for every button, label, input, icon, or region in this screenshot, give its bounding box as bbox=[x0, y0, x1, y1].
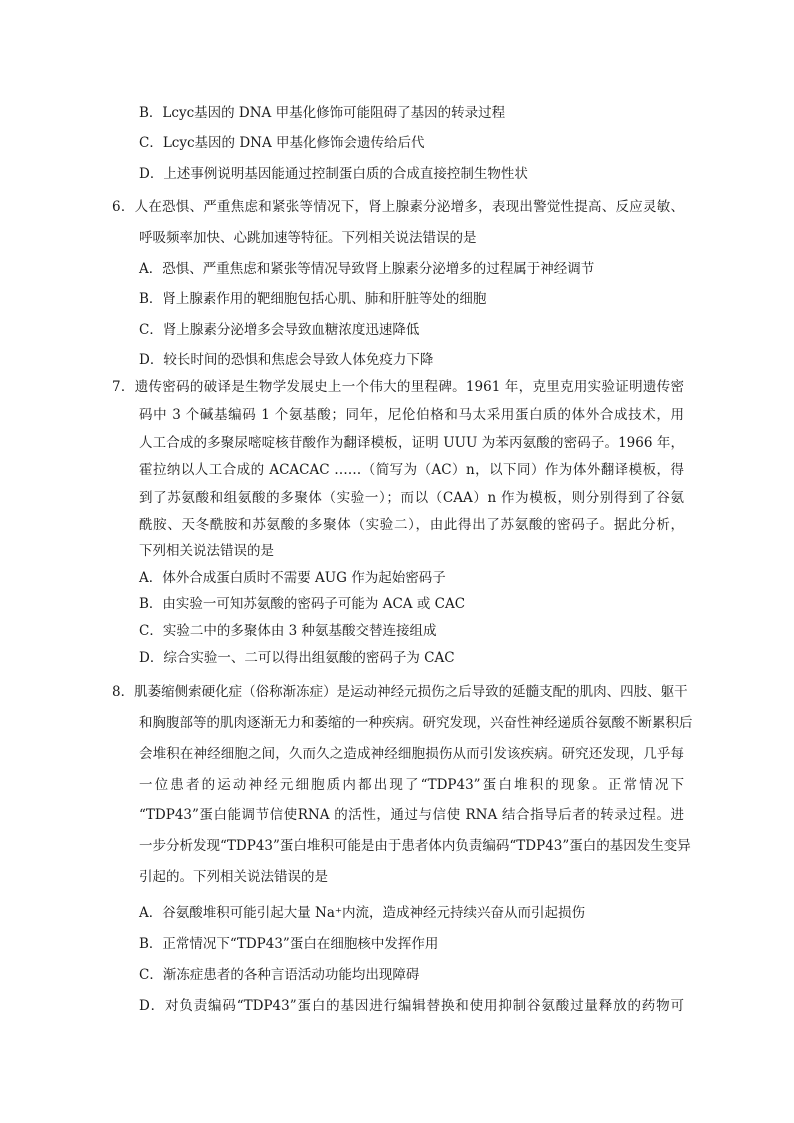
q7-stem-line-4: 霍拉纳以人工合成的 ACACAC ……（简写为（AC）n，以下同）作为体外翻译模板，得 bbox=[139, 462, 684, 478]
q7-stem-line-1: 7．遗传密码的破译是生物学发展史上一个伟大的里程碑。1961 年，克里克用实验证明遗传密 bbox=[112, 379, 684, 395]
q7-option-c: C．实验二中的多聚体由 3 种氨基酸交替连接组成 bbox=[139, 623, 437, 639]
q6-option-c: C．肾上腺素分泌增多会导致血糖浓度迅速降低 bbox=[139, 322, 420, 338]
q8-stem-line-1: 8．肌萎缩侧索硬化症（俗称渐冻症）是运动神经元损伤之后导致的延髓支配的肌肉、四肢、躯干 bbox=[112, 684, 688, 700]
q5-option-c: C．Lcyc基因的 DNA 甲基化修饰会遗传给后代 bbox=[139, 135, 425, 151]
q7-stem-line-2: 码中 3 个碱基编码 1 个氨基酸；同年，尼伦伯格和马太采用蛋白质的体外合成技术，用 bbox=[139, 407, 684, 423]
q8-option-c: C．渐冻症患者的各种言语活动功能均出现障碍 bbox=[139, 967, 420, 983]
q7-stem-line-3: 人工合成的多聚尿嘧啶核苷酸作为翻译模板，证明 UUU 为苯丙氨酸的密码子。1966 年， bbox=[139, 435, 684, 451]
q6-option-d: D．较长时间的恐惧和焦虑会导致人体免疫力下降 bbox=[139, 352, 434, 368]
q6-option-b: B．肾上腺素作用的靶细胞包括心肌、肺和肝脏等处的细胞 bbox=[139, 291, 487, 307]
q7-option-d: D．综合实验一、二可以得出组氨酸的密码子为 CAC bbox=[139, 650, 455, 666]
q8-stem-line-7: 引起的。下列相关说法错误的是 bbox=[139, 869, 328, 885]
q8-option-d: D．对负责编码“TDP43”蛋白的基因进行编辑替换和使用抑制谷氨酸过量释放的药物可 bbox=[139, 998, 684, 1014]
q8-stem-line-5: “TDP43”蛋白能调节信使RNA 的活性，通过与信使 RNA 结合指导后者的转录过程。进 bbox=[139, 807, 684, 823]
q5-option-d: D．上述事例说明基因能通过控制蛋白质的合成直接控制生物性状 bbox=[139, 166, 528, 182]
q5-option-b: B．Lcyc基因的 DNA 甲基化修饰可能阻碍了基因的转录过程 bbox=[139, 105, 506, 121]
q7-option-b: B．由实验一可知苏氨酸的密码子可能为 ACA 或 CAC bbox=[139, 596, 466, 612]
q6-option-a: A．恐惧、严重焦虑和紧张等情况导致肾上腺素分泌增多的过程属于神经调节 bbox=[139, 261, 595, 277]
q8-stem-line-6: 一步分析发现“TDP43”蛋白堆积可能是由于患者体内负责编码“TDP43”蛋白的基因发生变异 bbox=[139, 838, 691, 854]
q8-stem-line-3: 会堆积在神经细胞之间，久而久之造成神经细胞损伤从而引发该疾病。研究还发现，几乎每 bbox=[139, 746, 684, 762]
q7-stem-line-5: 到了苏氨酸和组氨酸的多聚体（实验一）；而以（CAA）n 作为模板，则分别得到了谷氨 bbox=[139, 490, 684, 506]
q7-option-a: A．体外合成蛋白质时不需要 AUG 作为起始密码子 bbox=[139, 570, 446, 586]
q7-stem-line-7: 下列相关说法错误的是 bbox=[139, 543, 274, 559]
q8-option-a: A．谷氨酸堆积可能引起大量 Na⁺内流，造成神经元持续兴奋从而引起损伤 bbox=[139, 905, 586, 921]
q6-stem-line-1: 6．人在恐惧、严重焦虑和紧张等情况下，肾上腺素分泌增多，表现出警觉性提高、反应灵敏、 bbox=[112, 199, 684, 215]
q8-stem-line-4: 一位患者的运动神经元细胞质内都出现了“TDP43”蛋白堆积的现象。正常情况下 bbox=[139, 777, 684, 793]
q6-stem-line-2: 呼吸频率加快、心跳加速等特征。下列相关说法错误的是 bbox=[139, 230, 477, 246]
q8-stem-line-2: 和胸腹部等的肌肉逐渐无力和萎缩的一种疾病。研究发现，兴奋性神经递质谷氨酸不断累积后 bbox=[139, 715, 693, 731]
q8-option-b: B．正常情况下“TDP43”蛋白在细胞核中发挥作用 bbox=[139, 936, 439, 952]
q7-stem-line-6: 酰胺、天冬酰胺和苏氨酸的多聚体（实验二），由此得出了苏氨酸的密码子。据此分析， bbox=[139, 517, 684, 533]
